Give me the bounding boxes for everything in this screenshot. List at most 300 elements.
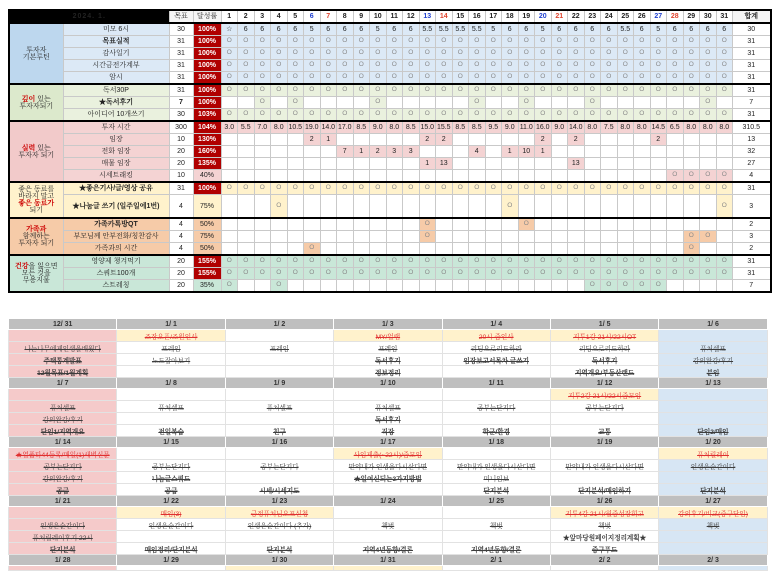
day-cell[interactable] (485, 170, 502, 183)
calendar-date[interactable]: 1/ 30 (225, 555, 333, 566)
calendar-date[interactable]: 1/ 25 (442, 496, 550, 507)
day-cell[interactable]: O (650, 255, 667, 268)
day-cell[interactable]: O (518, 218, 535, 231)
day-cell[interactable]: O (287, 97, 304, 109)
day-cell[interactable]: O (370, 60, 387, 72)
day-cell[interactable]: O (716, 170, 733, 183)
day-cell[interactable]: O (403, 255, 420, 268)
calendar-cell[interactable]: 공급 (117, 484, 225, 496)
day-cell[interactable]: O (469, 36, 486, 48)
rate-cell[interactable]: 75% (193, 231, 221, 243)
day-cell[interactable]: 6 (502, 23, 519, 36)
day-cell[interactable]: O (353, 60, 370, 72)
day-cell[interactable]: O (320, 72, 337, 85)
day-cell[interactable]: 6 (568, 23, 585, 36)
calendar-date[interactable]: 1/ 6 (659, 319, 767, 330)
day-cell[interactable] (403, 134, 420, 146)
calendar-date[interactable]: 1/ 14 (9, 437, 117, 448)
day-cell[interactable]: O (716, 60, 733, 72)
day-cell[interactable]: O (452, 255, 469, 268)
calendar-cell[interactable] (225, 330, 333, 342)
day-cell[interactable]: 8.0 (634, 121, 651, 134)
day-cell[interactable] (584, 218, 601, 231)
calendar-cell[interactable]: 시세/시세지도 (225, 484, 333, 496)
day-cell[interactable]: 2 (436, 134, 453, 146)
total-cell[interactable]: 32 (733, 146, 771, 158)
day-cell[interactable] (403, 218, 420, 231)
day-cell[interactable]: O (386, 84, 403, 97)
day-cell[interactable]: O (502, 72, 519, 85)
total-cell[interactable]: 31 (733, 255, 771, 268)
calendar-cell[interactable]: ★열품타44등록/매일(1)새벽신문 (9, 448, 117, 460)
day-cell[interactable]: O (485, 36, 502, 48)
day-cell[interactable] (518, 134, 535, 146)
rate-cell[interactable]: 100% (193, 60, 221, 72)
day-cell[interactable]: O (667, 268, 684, 280)
group-label[interactable]: 실력 있는 투자자 되기 (9, 121, 63, 182)
day-cell[interactable] (436, 146, 453, 158)
day-cell[interactable]: O (535, 72, 552, 85)
day-cell[interactable]: 3.0 (221, 121, 238, 134)
day-cell[interactable] (634, 170, 651, 183)
day-cell[interactable]: O (419, 84, 436, 97)
day-cell[interactable] (469, 134, 486, 146)
day-cell[interactable]: O (551, 36, 568, 48)
day-cell[interactable] (551, 97, 568, 109)
calendar-cell[interactable]: 미니임보 (442, 472, 550, 484)
day-cell[interactable]: O (469, 60, 486, 72)
day-cell[interactable] (353, 134, 370, 146)
day-cell[interactable]: O (370, 182, 387, 195)
day-cell[interactable]: O (535, 48, 552, 60)
rate-cell[interactable]: 100% (193, 182, 221, 195)
day-cell[interactable] (502, 97, 519, 109)
day-cell[interactable] (700, 243, 717, 256)
day-cell[interactable]: O (469, 72, 486, 85)
day-cell[interactable] (419, 170, 436, 183)
calendar-cell[interactable]: ★일여신되는3가지방법 (334, 472, 442, 484)
calendar-cell[interactable] (117, 389, 225, 401)
day-cell[interactable] (337, 170, 354, 183)
calendar-cell[interactable]: ★앞마당원페이지정리계획★ (550, 531, 658, 543)
day-cell[interactable] (584, 231, 601, 243)
day-cell[interactable] (353, 218, 370, 231)
day-cell[interactable]: O (485, 182, 502, 195)
day-cell[interactable]: O (254, 182, 271, 195)
day-cell[interactable]: O (634, 48, 651, 60)
day-cell[interactable]: O (601, 255, 618, 268)
calendar-cell[interactable]: 독서후기 (550, 354, 658, 366)
day-cell[interactable]: O (617, 60, 634, 72)
day-cell[interactable] (452, 195, 469, 219)
day-cell[interactable] (238, 195, 255, 219)
day-cell[interactable] (221, 158, 238, 170)
calendar-cell[interactable] (659, 413, 767, 425)
habit-name[interactable]: 감사일기 (63, 48, 169, 60)
day-cell[interactable]: O (403, 84, 420, 97)
calendar-cell[interactable]: 프레임 (334, 342, 442, 354)
calendar-cell[interactable] (442, 413, 550, 425)
rate-cell[interactable]: 35% (193, 280, 221, 293)
day-cell[interactable]: O (667, 72, 684, 85)
calendar-cell[interactable]: 지역개요/부동산랜드 (550, 366, 658, 378)
day-cell[interactable] (568, 195, 585, 219)
calendar-cell[interactable]: 공부는단지다 (225, 460, 333, 472)
day-cell[interactable]: O (337, 84, 354, 97)
day-cell[interactable]: O (584, 84, 601, 97)
day-cell[interactable]: O (370, 48, 387, 60)
day-cell[interactable]: O (634, 72, 651, 85)
day-cell[interactable]: O (584, 268, 601, 280)
day-cell[interactable]: O (535, 109, 552, 122)
rate-cell[interactable]: 100% (193, 84, 221, 97)
total-cell[interactable]: 27 (733, 158, 771, 170)
calendar-cell[interactable]: 강의완강/후기 (9, 413, 117, 425)
calendar-cell[interactable] (442, 389, 550, 401)
day-cell[interactable] (584, 170, 601, 183)
day-cell[interactable]: 2 (650, 134, 667, 146)
calendar-cell[interactable]: 공부는단지다 (117, 460, 225, 472)
day-cell[interactable] (320, 158, 337, 170)
day-cell[interactable] (238, 243, 255, 256)
day-cell[interactable]: O (254, 109, 271, 122)
day-cell[interactable] (337, 97, 354, 109)
day-cell[interactable] (238, 97, 255, 109)
day-cell[interactable]: O (320, 109, 337, 122)
day-cell[interactable] (254, 218, 271, 231)
day-cell[interactable] (716, 231, 733, 243)
day-cell[interactable]: 5 (304, 23, 321, 36)
day-cell[interactable]: O (254, 48, 271, 60)
day-cell[interactable]: O (271, 182, 288, 195)
calendar-cell[interactable] (659, 389, 767, 401)
day-cell[interactable] (683, 158, 700, 170)
day-cell[interactable]: O (584, 60, 601, 72)
day-cell[interactable]: 6 (320, 23, 337, 36)
day-cell[interactable]: O (287, 84, 304, 97)
day-cell[interactable] (568, 170, 585, 183)
day-cell[interactable] (287, 170, 304, 183)
day-cell[interactable] (386, 218, 403, 231)
day-cell[interactable]: O (419, 268, 436, 280)
calendar-date[interactable]: 1/ 11 (442, 378, 550, 389)
day-cell[interactable]: 8.0 (617, 121, 634, 134)
day-cell[interactable]: O (568, 48, 585, 60)
day-cell[interactable]: O (634, 36, 651, 48)
day-cell[interactable] (271, 134, 288, 146)
habit-name[interactable]: 목표실적 (63, 36, 169, 48)
day-cell[interactable]: O (683, 231, 700, 243)
day-cell[interactable] (485, 134, 502, 146)
day-cell[interactable] (287, 134, 304, 146)
day-cell[interactable]: 2 (304, 134, 321, 146)
calendar-cell[interactable] (442, 566, 550, 571)
day-cell[interactable]: O (287, 268, 304, 280)
day-cell[interactable]: O (535, 36, 552, 48)
day-cell[interactable]: O (238, 268, 255, 280)
day-cell[interactable] (370, 195, 387, 219)
day-cell[interactable]: O (551, 84, 568, 97)
goal-cell[interactable]: 20 (169, 158, 193, 170)
calendar-cell[interactable]: 독서후기 (334, 354, 442, 366)
day-cell[interactable]: O (700, 97, 717, 109)
day-cell[interactable] (650, 170, 667, 183)
day-cell[interactable]: O (502, 48, 519, 60)
day-cell[interactable]: O (568, 72, 585, 85)
day-cell[interactable]: O (337, 72, 354, 85)
day-cell[interactable]: O (271, 84, 288, 97)
calendar-date[interactable]: 1/ 26 (550, 496, 658, 507)
day-cell[interactable]: 2 (535, 134, 552, 146)
habit-name[interactable]: 암시 (63, 72, 169, 85)
day-cell[interactable]: O (287, 255, 304, 268)
goal-cell[interactable]: 4 (169, 243, 193, 256)
day-cell[interactable] (518, 170, 535, 183)
day-cell[interactable] (452, 97, 469, 109)
day-cell[interactable]: 5 (485, 23, 502, 36)
day-cell[interactable]: O (370, 268, 387, 280)
calendar-date[interactable]: 1/ 18 (442, 437, 550, 448)
day-cell[interactable]: O (551, 255, 568, 268)
day-cell[interactable] (386, 170, 403, 183)
goal-cell[interactable]: 31 (169, 60, 193, 72)
day-cell[interactable] (320, 243, 337, 256)
calendar-cell[interactable]: 주택통계발표 (9, 354, 117, 366)
day-cell[interactable] (386, 134, 403, 146)
day-cell[interactable]: O (485, 109, 502, 122)
day-cell[interactable]: O (436, 72, 453, 85)
day-cell[interactable]: O (320, 255, 337, 268)
calendar-cell[interactable] (659, 566, 767, 571)
day-cell[interactable] (254, 280, 271, 293)
day-cell[interactable]: O (304, 182, 321, 195)
day-cell[interactable] (304, 158, 321, 170)
calendar-date[interactable]: 1/ 23 (225, 496, 333, 507)
day-cell[interactable] (485, 218, 502, 231)
day-cell[interactable]: O (469, 97, 486, 109)
day-cell[interactable]: O (436, 36, 453, 48)
day-cell[interactable]: 6 (667, 23, 684, 36)
calendar-date[interactable]: 1/ 16 (225, 437, 333, 448)
day-cell[interactable] (353, 158, 370, 170)
day-cell[interactable]: 6 (287, 23, 304, 36)
day-cell[interactable] (469, 231, 486, 243)
calendar-cell[interactable] (334, 507, 442, 519)
day-cell[interactable]: O (700, 255, 717, 268)
day-cell[interactable]: O (568, 255, 585, 268)
day-cell[interactable]: O (716, 72, 733, 85)
day-cell[interactable] (485, 146, 502, 158)
day-cell[interactable]: O (551, 268, 568, 280)
day-cell[interactable]: O (287, 72, 304, 85)
habit-name[interactable]: 아이디어 10개쓰기 (63, 109, 169, 122)
day-cell[interactable] (436, 243, 453, 256)
day-cell[interactable]: 6 (716, 23, 733, 36)
day-cell[interactable]: O (221, 84, 238, 97)
day-cell[interactable]: O (386, 60, 403, 72)
day-cell[interactable]: O (469, 48, 486, 60)
day-cell[interactable] (617, 158, 634, 170)
day-cell[interactable]: O (271, 195, 288, 219)
day-cell[interactable] (403, 231, 420, 243)
day-cell[interactable]: 6 (254, 23, 271, 36)
day-cell[interactable]: O (551, 60, 568, 72)
goal-cell[interactable]: 20 (169, 280, 193, 293)
day-cell[interactable]: O (238, 84, 255, 97)
day-cell[interactable]: 5.5 (238, 121, 255, 134)
day-cell[interactable]: O (419, 48, 436, 60)
rate-cell[interactable]: 155% (193, 255, 221, 268)
day-cell[interactable] (584, 195, 601, 219)
day-cell[interactable]: 6 (634, 23, 651, 36)
day-cell[interactable] (502, 243, 519, 256)
day-cell[interactable]: O (271, 109, 288, 122)
calendar-cell[interactable] (659, 543, 767, 555)
calendar-cell[interactable] (550, 472, 658, 484)
calendar-cell[interactable]: 만약내가 인생을다시산다면 (442, 460, 550, 472)
day-cell[interactable] (683, 134, 700, 146)
day-cell[interactable] (238, 231, 255, 243)
day-cell[interactable] (287, 280, 304, 293)
day-cell[interactable] (353, 243, 370, 256)
day-cell[interactable]: O (617, 48, 634, 60)
day-cell[interactable]: O (650, 109, 667, 122)
day-cell[interactable] (568, 146, 585, 158)
day-cell[interactable]: O (650, 36, 667, 48)
day-cell[interactable]: O (617, 72, 634, 85)
day-cell[interactable]: O (419, 72, 436, 85)
day-cell[interactable]: O (584, 109, 601, 122)
day-cell[interactable] (452, 218, 469, 231)
habit-name[interactable]: 전화 임장 (63, 146, 169, 158)
day-cell[interactable]: O (436, 268, 453, 280)
calendar-cell[interactable]: 퓨처셀프 (659, 342, 767, 354)
day-cell[interactable]: O (452, 60, 469, 72)
day-cell[interactable] (287, 231, 304, 243)
calendar-cell[interactable]: 조장오픈/조원인사 (117, 330, 225, 342)
day-cell[interactable] (617, 97, 634, 109)
day-cell[interactable]: 7.0 (254, 121, 271, 134)
day-cell[interactable] (337, 280, 354, 293)
day-cell[interactable] (584, 243, 601, 256)
calendar-date[interactable]: 2/ 3 (659, 555, 767, 566)
day-cell[interactable] (452, 170, 469, 183)
day-cell[interactable]: O (337, 182, 354, 195)
day-cell[interactable]: O (287, 48, 304, 60)
day-cell[interactable] (320, 218, 337, 231)
day-cell[interactable] (221, 218, 238, 231)
day-cell[interactable] (320, 170, 337, 183)
calendar-cell[interactable]: 인생은순간이다 (117, 519, 225, 531)
day-cell[interactable] (320, 146, 337, 158)
habit-name[interactable]: 시간금전가계부 (63, 60, 169, 72)
day-cell[interactable]: O (271, 280, 288, 293)
day-cell[interactable]: O (634, 268, 651, 280)
day-cell[interactable] (304, 280, 321, 293)
day-cell[interactable] (667, 243, 684, 256)
day-cell[interactable] (485, 195, 502, 219)
day-cell[interactable]: O (386, 72, 403, 85)
calendar-cell[interactable]: 단지분석 (9, 543, 117, 555)
day-cell[interactable]: O (353, 48, 370, 60)
day-cell[interactable]: O (535, 84, 552, 97)
total-cell[interactable]: 7 (733, 97, 771, 109)
day-cell[interactable]: 8.5 (403, 121, 420, 134)
total-cell[interactable]: 3 (733, 231, 771, 243)
day-cell[interactable] (667, 97, 684, 109)
day-cell[interactable]: O (238, 72, 255, 85)
calendar-cell[interactable]: 매임(3) (117, 507, 225, 519)
day-cell[interactable]: O (700, 170, 717, 183)
calendar-cell[interactable]: 만약내가 인생을다시산다면 (334, 460, 442, 472)
day-cell[interactable]: O (370, 97, 387, 109)
day-cell[interactable]: O (386, 36, 403, 48)
day-cell[interactable]: 2 (568, 134, 585, 146)
day-cell[interactable] (419, 146, 436, 158)
calendar-cell[interactable]: 지투4강 21시/월중성장회고 (550, 507, 658, 519)
day-cell[interactable]: O (650, 182, 667, 195)
calendar-cell[interactable]: MY/얼램 (334, 330, 442, 342)
day-cell[interactable] (419, 280, 436, 293)
day-cell[interactable] (419, 97, 436, 109)
day-cell[interactable]: O (700, 36, 717, 48)
goal-cell[interactable]: 4 (169, 218, 193, 231)
day-cell[interactable]: O (518, 48, 535, 60)
day-cell[interactable] (502, 218, 519, 231)
day-cell[interactable] (634, 195, 651, 219)
goal-cell[interactable]: 31 (169, 182, 193, 195)
day-cell[interactable]: O (403, 268, 420, 280)
day-cell[interactable]: O (403, 36, 420, 48)
calendar-date[interactable]: 1/ 8 (117, 378, 225, 389)
day-cell[interactable] (221, 170, 238, 183)
day-cell[interactable] (436, 97, 453, 109)
calendar-cell[interactable]: 강의완강/후기 (659, 354, 767, 366)
day-cell[interactable]: O (716, 255, 733, 268)
day-cell[interactable]: 1 (535, 146, 552, 158)
day-cell[interactable] (370, 218, 387, 231)
calendar-date[interactable]: 1/ 28 (9, 555, 117, 566)
rate-cell[interactable]: 104% (193, 121, 221, 134)
day-cell[interactable]: 1 (502, 146, 519, 158)
day-cell[interactable] (452, 146, 469, 158)
day-cell[interactable]: O (403, 182, 420, 195)
day-cell[interactable] (221, 97, 238, 109)
day-cell[interactable]: O (238, 60, 255, 72)
day-cell[interactable] (403, 280, 420, 293)
calendar-date[interactable]: 1/ 17 (334, 437, 442, 448)
day-cell[interactable]: O (667, 170, 684, 183)
calendar-cell[interactable]: 20시 줌인사 (442, 330, 550, 342)
rate-cell[interactable]: 100% (193, 97, 221, 109)
day-cell[interactable] (535, 158, 552, 170)
group-label[interactable]: 건강을 잃으면 모든 것을 무용지물 (9, 255, 63, 292)
calendar-cell[interactable] (334, 389, 442, 401)
day-cell[interactable] (353, 231, 370, 243)
day-cell[interactable] (452, 158, 469, 170)
day-cell[interactable]: O (518, 109, 535, 122)
day-cell[interactable]: O (667, 84, 684, 97)
day-cell[interactable]: O (667, 48, 684, 60)
day-cell[interactable] (254, 231, 271, 243)
calendar-cell[interactable] (117, 531, 225, 543)
day-cell[interactable]: O (667, 60, 684, 72)
calendar-cell[interactable]: 공부는단지다 (550, 401, 658, 413)
day-cell[interactable]: ☆ (221, 23, 238, 36)
calendar-cell[interactable]: 공부는단지다 (442, 401, 550, 413)
day-cell[interactable]: O (254, 97, 271, 109)
day-cell[interactable]: O (650, 48, 667, 60)
